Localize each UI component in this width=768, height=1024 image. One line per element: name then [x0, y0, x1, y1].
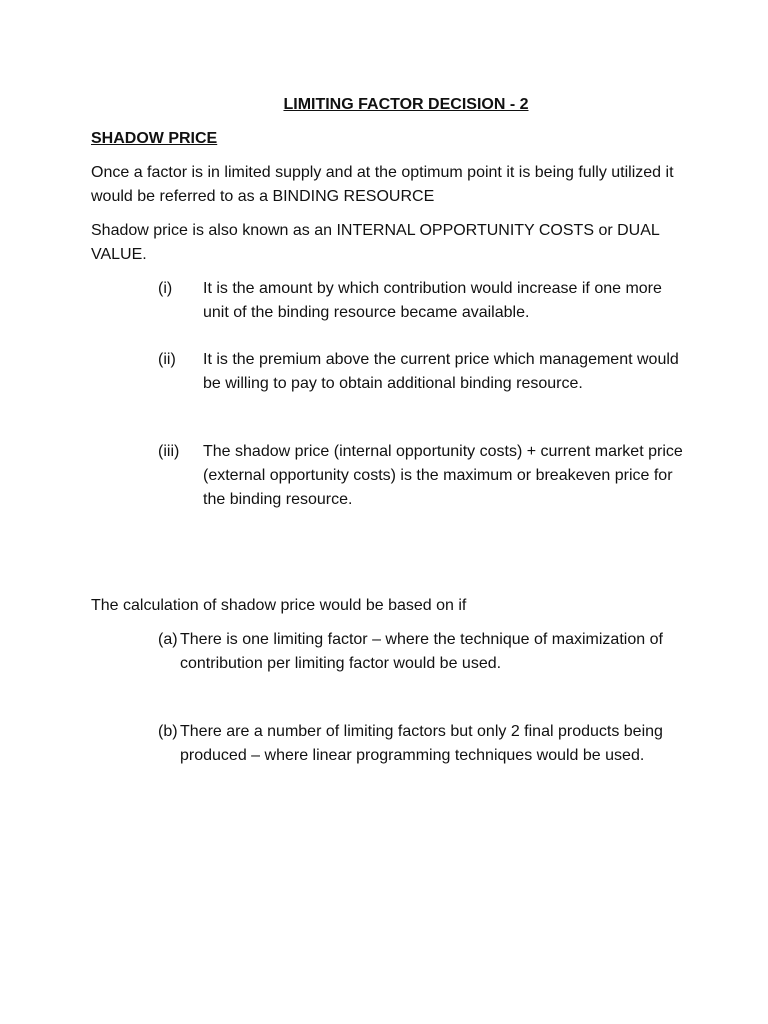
list-marker: (a) [158, 631, 178, 648]
list-marker: (iii) [158, 443, 180, 460]
list-item-line: produced – where linear programming techniques would be used. [180, 747, 645, 764]
list-item-text [158, 628, 683, 676]
list-item-text: The shadow price (internal opportunity costs) + current market price (external opportunity costs) is the maximum or breakeven price for the binding resource. [203, 443, 683, 508]
section-heading: SHADOW PRICE [91, 130, 218, 147]
paragraph-shadow-price-definition: Shadow price is also known as an INTERNAL OPPORTUNITY COSTS or DUAL VALUE. [91, 222, 660, 263]
list-item-line: There are a number of limiting factors but only 2 final products being [180, 723, 663, 740]
paragraph-calculation-basis: The calculation of shadow price would be based on if [91, 597, 467, 614]
list-item-line: contribution per limiting factor would be used. [180, 655, 502, 672]
list-item-text: It is the premium above the current price which management would be willing to pay to obtain additional binding resource. [203, 351, 679, 392]
document-title: LIMITING FACTOR DECISION - 2 [283, 96, 529, 113]
list-marker: (ii) [158, 351, 176, 368]
list-item-text: It is the amount by which contribution would increase if one more unit of the binding resource became available. [203, 280, 662, 321]
list-item-text [158, 720, 683, 768]
list-marker: (b) [158, 723, 178, 740]
list-item-line: There is one limiting factor – where the technique of maximization of [180, 631, 663, 648]
paragraph-binding-resource: Once a factor is in limited supply and at the optimum point it is being fully utilized it would be referred to as a BINDING RESOURCE [91, 164, 674, 205]
list-marker: (i) [158, 280, 173, 297]
